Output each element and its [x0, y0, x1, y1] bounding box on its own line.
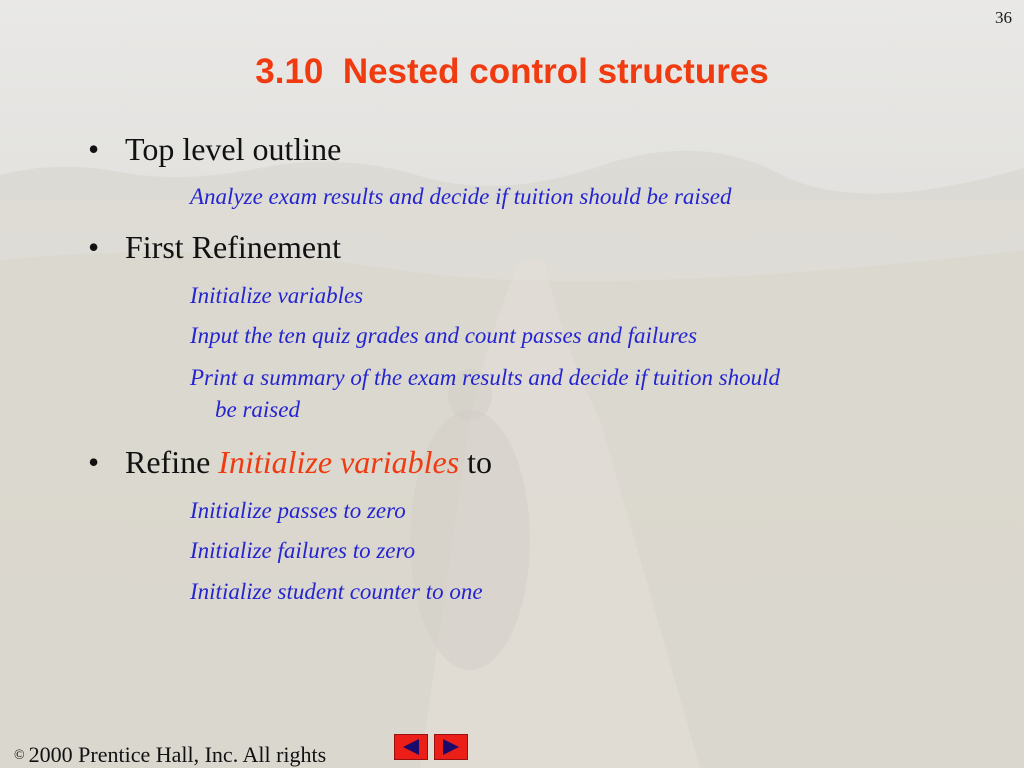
- triangle-right-icon: [435, 735, 467, 759]
- next-slide-button[interactable]: [434, 734, 468, 760]
- bullet-glyph: •: [88, 131, 100, 167]
- bullet-glyph: •: [88, 229, 100, 265]
- sub-item: Input the ten quiz grades and count passes and failures: [190, 323, 698, 348]
- sub-item: Initialize passes to zero: [190, 498, 406, 523]
- sub-item: Print a summary of the exam results and decide if tuition should: [190, 365, 781, 390]
- previous-slide-button[interactable]: [394, 734, 428, 760]
- sub-item: Analyze exam results and decide if tuition should be raised: [190, 184, 732, 209]
- bullet-glyph: •: [88, 444, 100, 480]
- bullet-top-level-outline: [88, 131, 341, 168]
- bullet-refine-initialize: [88, 444, 492, 481]
- bullet-text: First Refinement: [125, 229, 341, 265]
- bullet-text-highlight: Initialize variables: [218, 444, 460, 480]
- sub-item-continuation: be raised: [215, 397, 300, 422]
- page-number: 36: [995, 8, 1012, 27]
- bullet-text: Top level outline: [125, 131, 342, 167]
- copyright-symbol: ©: [14, 748, 25, 763]
- slide-title: 3.10 Nested control structures: [255, 52, 769, 91]
- sub-item: Initialize variables: [190, 283, 364, 308]
- bullet-text-before: Refine: [125, 444, 219, 480]
- sub-item: Initialize student counter to one: [190, 579, 483, 604]
- bullet-text-after: to: [459, 444, 493, 480]
- footer-copyright: [14, 742, 326, 768]
- triangle-left-icon: [395, 735, 427, 759]
- footer-text: 2000 Prentice Hall, Inc. All rights: [28, 742, 327, 767]
- bullet-first-refinement: [88, 229, 341, 266]
- sub-item: Initialize failures to zero: [190, 538, 416, 563]
